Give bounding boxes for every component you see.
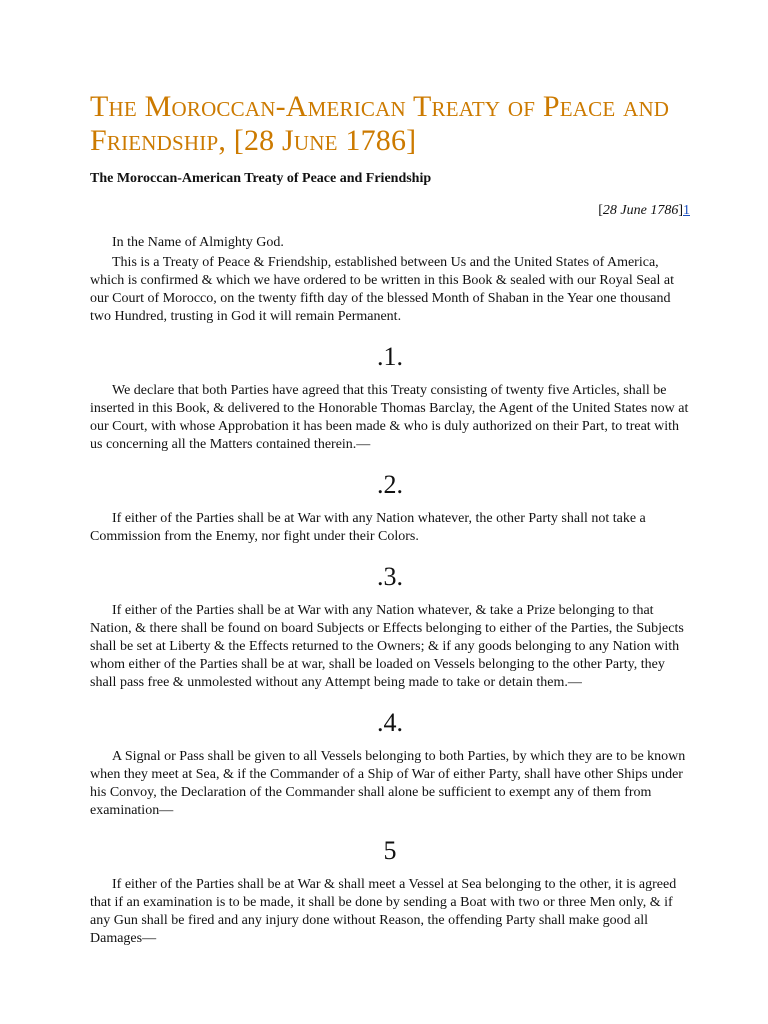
article-number: .4.	[377, 708, 403, 737]
document-title: The Moroccan-American Treaty of Peace and Friendship, [28 June 1786]	[90, 90, 670, 157]
article-text: We declare that both Parties have agreed that this Treaty consisting of twenty five Articles, shall be inserted in this Book, & delivered to the Honorable Thomas Barclay, the Agent of the United States now at our Court, with whose Approbation it has been made & who is duly authorized on their Part, to treat with us concerning all the Matters contained therein.—	[90, 383, 689, 452]
preamble-paragraph: This is a Treaty of Peace & Friendship, established between Us and the United States of America, which is confirmed & which we have ordered to be written in this Book & sealed with our Royal Seal at our Court of Morocco, on the twenty fifth day of the blessed Month of Shaban in the Year one thousand two Hundred, trusting in God it will remain Permanent.	[90, 255, 674, 324]
article-5	[90, 836, 690, 948]
date-line	[90, 202, 690, 220]
article-text: If either of the Parties shall be at War & shall meet a Vessel at Sea belonging to the other, it is agreed that if an examination is to be made, it shall be done by sending a Boat with two or three Men only, & if any Gun shall be fired and any injury done without Reason, the offending Party shall make good all Damages—	[90, 877, 677, 946]
article-number: .2.	[377, 470, 403, 499]
article-3	[90, 562, 690, 692]
date-close-bracket: ]	[678, 203, 683, 218]
article-4	[90, 708, 690, 820]
document-subtitle: The Moroccan-American Treaty of Peace and Friendship	[90, 171, 432, 186]
invocation-paragraph: In the Name of Almighty God.	[112, 235, 284, 250]
document-date: 28 June 1786	[602, 203, 679, 218]
article-1	[90, 342, 690, 454]
article-number: .1.	[377, 342, 403, 371]
article-number: 5	[383, 836, 397, 865]
date-open-bracket: [	[598, 203, 603, 218]
article-2	[90, 470, 690, 546]
article-number: .3.	[377, 562, 403, 591]
article-text: A Signal or Pass shall be given to all Vessels belonging to both Parties, by which they are to be known when they meet at Sea, & if the Commander of a Ship of War of either Party, shall have other Ships under his Convoy, the Declaration of the Commander shall alone be sufficient to exempt any of them from examination—	[90, 749, 686, 818]
article-text: If either of the Parties shall be at War with any Nation whatever, the other Party shall not take a Commission from the Enemy, nor fight under their Colors.	[90, 511, 646, 544]
footnote-link[interactable]: 1	[683, 203, 690, 218]
document-page	[90, 90, 690, 948]
article-text: If either of the Parties shall be at War with any Nation whatever, & take a Prize belonging to that Nation, & there shall be found on board Subjects or Effects belonging to either of the Parties, the Subjects shall be set at Liberty & the Effects returned to the Owners; & if any goods belonging to any Nation with whom either of the Parties shall be at war, shall be loaded on Vessels belonging to the other Party, they shall pass free & unmolested without any Attempt being made to take or detain them.—	[90, 603, 684, 690]
